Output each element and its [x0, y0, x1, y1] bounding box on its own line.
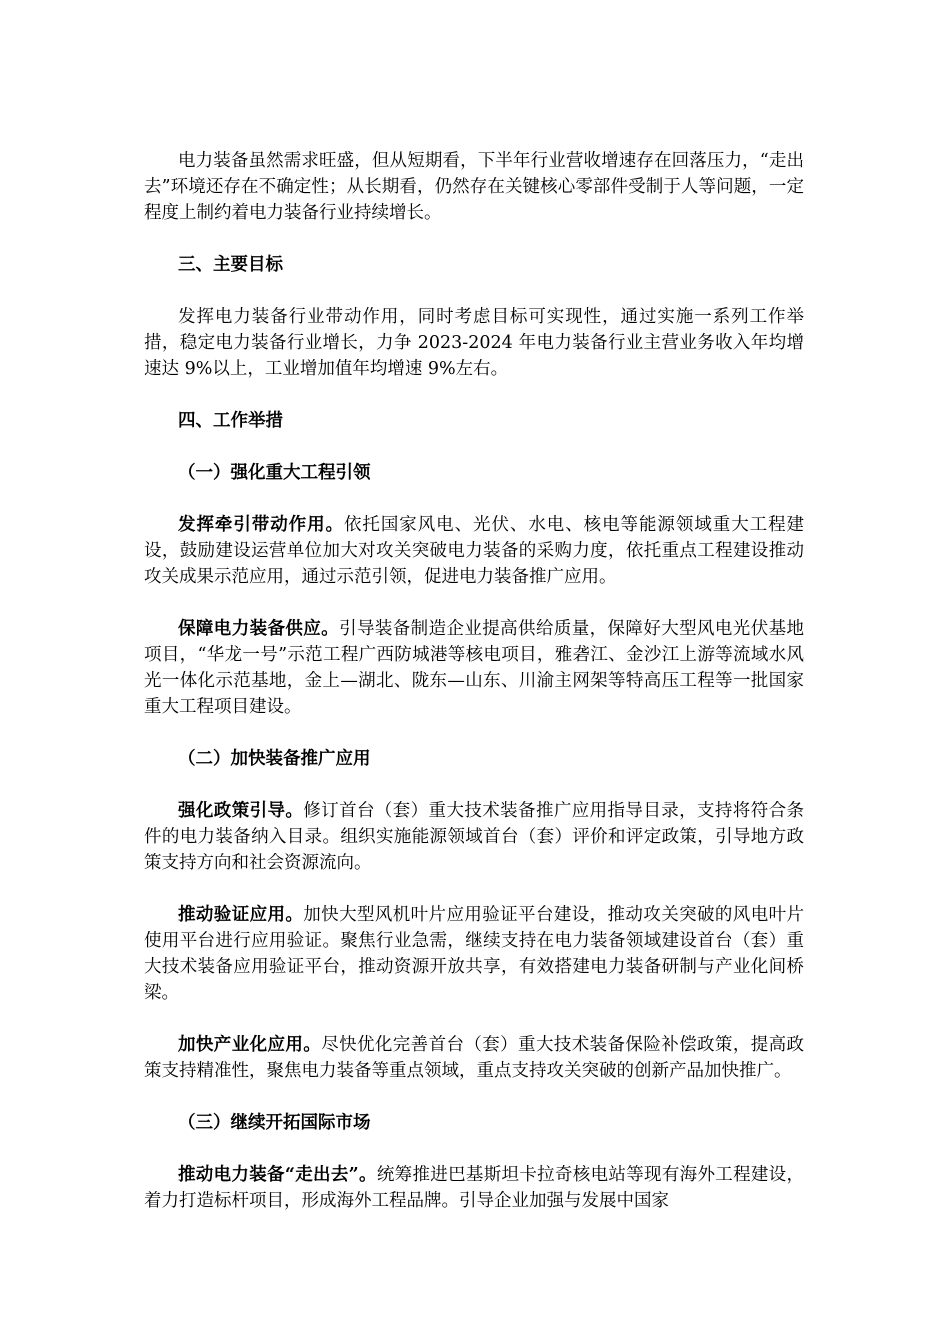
paragraph-lead: 保障电力装备供应。 [178, 619, 340, 639]
paragraph-body: 尽快优化完善首台（套）重大技术装备保险补偿政策，提高政策支持精准性，聚焦电力装备等重点领域，重点支持攻关突破的创新产品加快推广。 [144, 1035, 805, 1081]
paragraph-lead: 强化政策引导。 [178, 801, 304, 821]
paragraph-body: 引导装备制造企业提高供给质量，保障好大型风电光伏基地项目，“华龙一号”示范工程广西防城港等核电项目，雅砻江、金沙江上游等流域水风光一体化示范基地，金上—湖北、陇东—山东、川渝主网架等特高压工程等一批国家重大工程项目建设。 [144, 619, 805, 717]
paragraph-body: 依托国家风电、光伏、水电、核电等能源领域重大工程建设，鼓励建设运营单位加大对攻关突破电力装备的采购力度，依托重点工程建设推动攻关成果示范应用，通过示范引领，促进电力装备推广应用。 [144, 515, 805, 587]
paragraph-goals: 发挥电力装备行业带动作用，同时考虑目标可实现性，通过实施一系列工作举措，稳定电力装备行业增长，力争 2023-2024 年电力装备行业主营业务收入年均增速达 9%以上，工业增加值年均增速 9%左右。 [144, 307, 804, 379]
paragraph-going-global [144, 1162, 804, 1214]
section-heading-work-measures: 四、工作举措 [178, 411, 283, 431]
paragraph-verification [144, 902, 804, 1006]
document-page [144, 148, 804, 1214]
paragraph-body: 修订首台（套）重大技术装备推广应用指导目录，支持将符合条件的电力装备纳入目录。组织实施能源领域首台（套）评价和评定政策，引导地方政策支持方向和社会资源流向。 [144, 801, 804, 873]
paragraph-lead: 推动验证应用。 [178, 905, 304, 925]
subsection-heading-promotion: （二）加快装备推广应用 [178, 749, 371, 769]
paragraph-body: 统筹推进巴基斯坦卡拉奇核电站等现有海外工程建设，着力打造标杆项目，形成海外工程品牌。引导企业加强与发展中国家 [144, 1165, 804, 1211]
paragraph-demand-pressure: 电力装备虽然需求旺盛，但从短期看，下半年行业营收增速存在回落压力，“走出去”环境还存在不确定性；从长期看，仍然存在关键核心零部件受制于人等问题，一定程度上制约着电力装备行业持续增长。 [144, 151, 804, 223]
paragraph-policy-guidance [144, 798, 804, 876]
paragraph-traction-role [144, 512, 804, 590]
section-heading-main-goals: 三、主要目标 [178, 255, 283, 275]
subsection-heading-international-market: （三）继续开拓国际市场 [178, 1113, 371, 1133]
paragraph-lead: 发挥牵引带动作用。 [178, 515, 344, 535]
paragraph-body: 加快大型风机叶片应用验证平台建设，推动攻关突破的风电叶片使用平台进行应用验证。聚焦行业急需，继续支持在电力装备领域建设首台（套）重大技术装备应用验证平台，推动资源开放共享，有效搭建电力装备研制与产业化间桥梁。 [144, 905, 804, 1003]
paragraph-lead: 推动电力装备“走出去”。 [178, 1165, 377, 1185]
paragraph-industrialization [144, 1032, 804, 1084]
paragraph-lead: 加快产业化应用。 [178, 1035, 322, 1055]
subsection-heading-major-projects: （一）强化重大工程引领 [178, 463, 371, 483]
paragraph-supply-guarantee [144, 616, 804, 720]
